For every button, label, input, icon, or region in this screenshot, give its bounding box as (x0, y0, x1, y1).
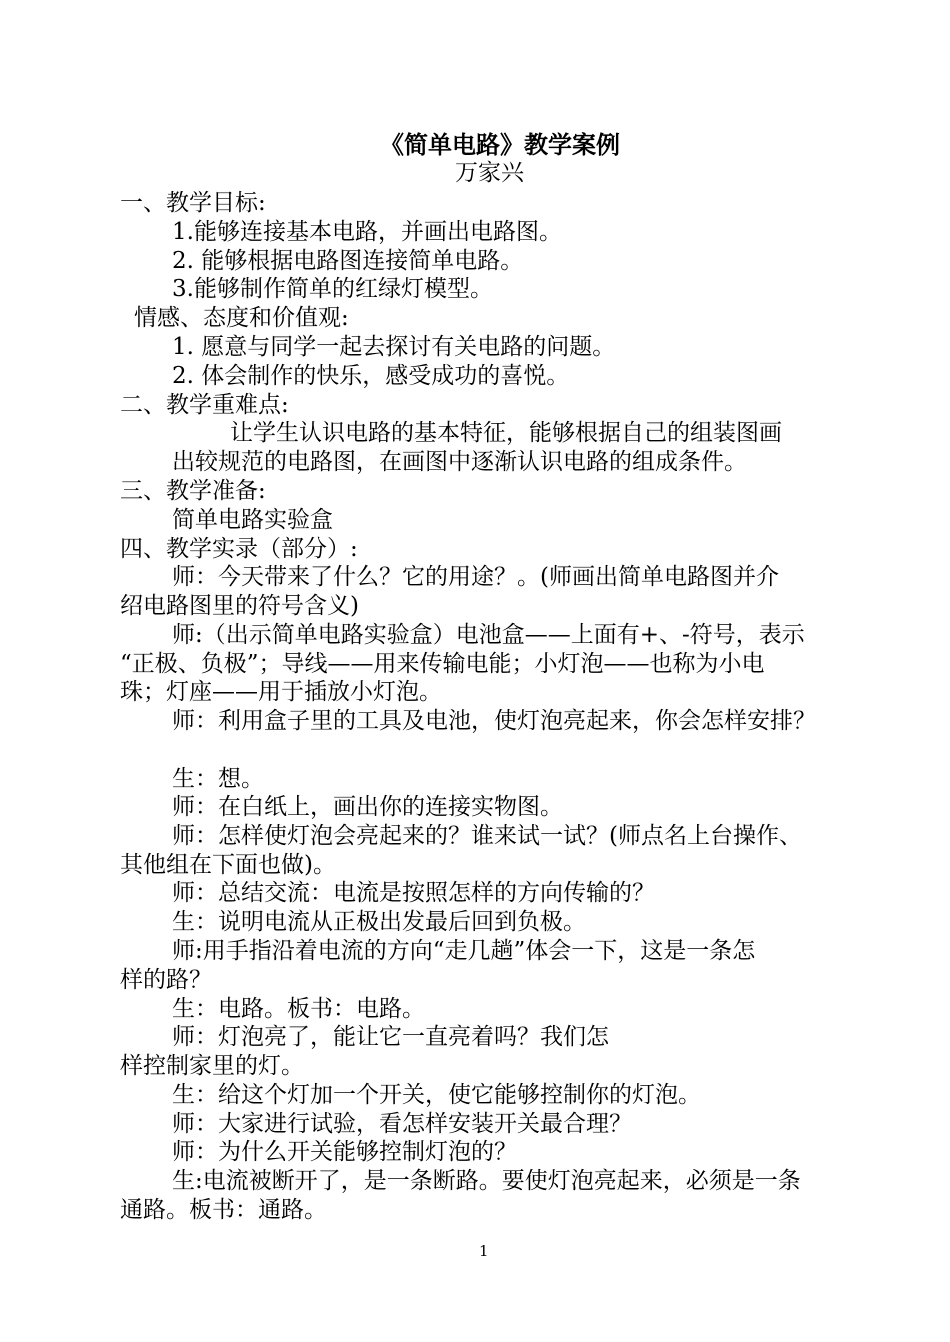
paragraph-line: 样控制家里的灯。 (120, 1053, 304, 1079)
section-heading: 一、教学目标: (120, 190, 266, 216)
paragraph-line: 师：今天带来了什么？它的用途？。(师画出简单电路图并介 (172, 564, 779, 590)
subsection-heading: 情感、态度和价值观: (134, 305, 349, 331)
document-author: 万家兴 (455, 160, 524, 186)
paragraph-line: 生：说明电流从正极出发最后回到负极。 (172, 909, 586, 935)
paragraph-line: 样的路？ (120, 967, 212, 993)
paragraph-line: 2. 能够根据电路图连接简单电路。 (172, 248, 524, 274)
paragraph-line: 珠；灯座——用于插放小灯泡。 (120, 679, 442, 705)
paragraph-line: 师：利用盒子里的工具及电池，使灯泡亮起来，你会怎样安排？ (172, 708, 816, 734)
paragraph-line: 绍电路图里的符号含义) (120, 593, 359, 619)
page-number: 1 (479, 1242, 489, 1260)
paragraph-line: 师：大家进行试验，看怎样安装开关最合理？ (172, 1111, 632, 1137)
paragraph-line: 师:（出示简单电路实验盒）电池盒——上面有+、-符号，表示 (172, 622, 805, 648)
paragraph-line: 让学生认识电路的基本特征，能够根据自己的组装图画 (230, 420, 782, 446)
document-title: 《简单电路》教学案例 (380, 131, 620, 159)
paragraph-line: 师：在白纸上，画出你的连接实物图。 (172, 794, 563, 820)
paragraph-line: 出较规范的电路图，在画图中逐渐认识电路的组成条件。 (172, 449, 747, 475)
paragraph-line: “正极、负极”；导线——用来传输电能；小灯泡——也称为小电 (120, 651, 765, 677)
paragraph-line: 生：给这个灯加一个开关，使它能够控制你的灯泡。 (172, 1082, 701, 1108)
paragraph-line: 其他组在下面也做)。 (120, 852, 336, 878)
paragraph-line: 生：想。 (172, 766, 264, 792)
paragraph-line: 通路。板书：通路。 (120, 1197, 327, 1223)
paragraph-line: 1.能够连接基本电路，并画出电路图。 (172, 219, 562, 245)
paragraph-line: 师：怎样使灯泡会亮起来的？谁来试一试？(师点名上台操作、 (172, 823, 802, 849)
paragraph-line: 生:电流被断开了，是一条断路。要使灯泡亮起来，必须是一条 (172, 1168, 801, 1194)
paragraph-line: 师：为什么开关能够控制灯泡的？ (172, 1139, 517, 1165)
paragraph-line: 2. 体会制作的快乐，感受成功的喜悦。 (172, 363, 570, 389)
paragraph-line: 师：总结交流：电流是按照怎样的方向传输的？ (172, 880, 655, 906)
paragraph-line: 生：电路。板书：电路。 (172, 996, 425, 1022)
paragraph-line: 1. 愿意与同学一起去探讨有关电路的问题。 (172, 334, 616, 360)
section-heading: 二、教学重难点: (120, 392, 289, 418)
paragraph-line: 3.能够制作简单的红绿灯模型。 (172, 276, 493, 302)
paragraph-line: 师:用手指沿着电流的方向“走几趟”体会一下，这是一条怎 (172, 938, 756, 964)
section-heading: 三、教学准备: (120, 478, 266, 504)
section-heading: 四、教学实录（部分）: (120, 536, 358, 562)
paragraph-line: 简单电路实验盒 (172, 507, 333, 533)
paragraph-line: 师：灯泡亮了，能让它一直亮着吗？我们怎 (172, 1024, 609, 1050)
